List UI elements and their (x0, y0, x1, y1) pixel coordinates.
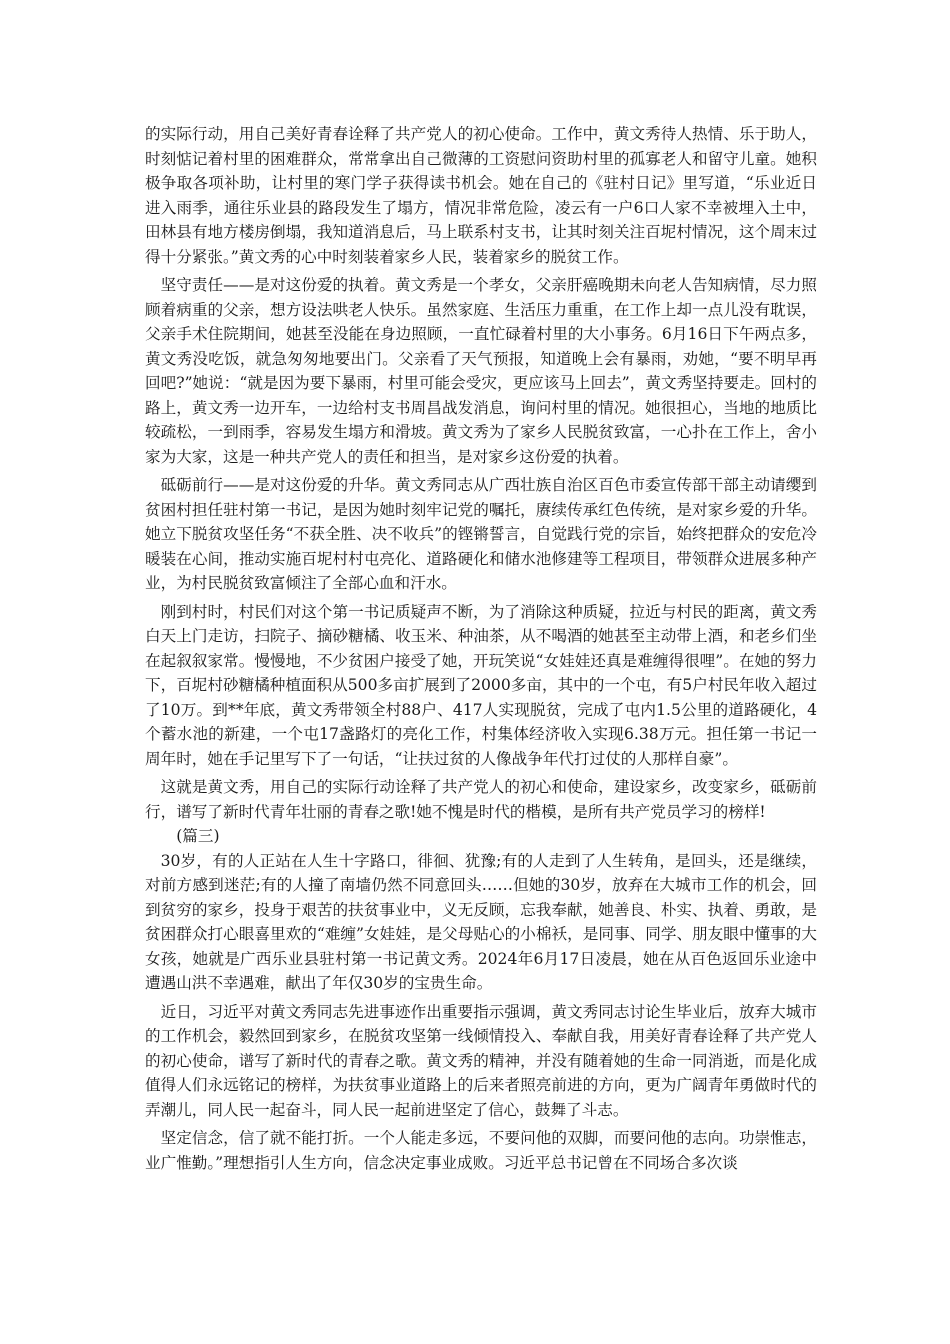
paragraph-continuation: 的实际行动，用自己美好青春诠释了共产党人的初心使命。工作中，黄文秀待人热情、乐于助人，时刻惦记着村里的困难群众，常常拿出自己微薄的工资慰问资助村里的孤寡老人和留守儿童。她积极争取各项补助，让村里的寒门学子获得读书机会。她在自己的《驻村日记》里写道，“乐业近日进入雨季，通往乐业县的路段发生了塌方，情况非常危险，凌云有一户6口人家不幸被埋入土中，田林县有地方楼房倒塌，我知道消息后，马上联系村支书，让其时刻关注百坭村情况，这个周末过得十分紧张。”黄文秀的心中时刻装着家乡人民，装着家乡的脱贫工作。 (145, 125, 817, 266)
paragraph-forge-ahead: 砥砺前行——是对这份爱的升华。黄文秀同志从广西壮族自治区百色市委宣传部干部主动请缨到贫困村担任驻村第一书记，是因为她时刻牢记党的嘱托，赓续传承红色传统，是对家乡爱的升华。她立下脱贫攻坚任务“不获全胜、决不收兵”的铿锵誓言，自觉践行党的宗旨，始终把群众的安危冷暖装在心间，推动实施百坭村村屯亮化、道路硬化和储水池修建等工程项目，带领群众进展多种产业，为村民脱贫致富倾注了全部心血和汗水。 (145, 476, 817, 592)
paragraph-instructions: 近日，习近平对黄文秀同志先进事迹作出重要指示强调，黄文秀同志讨论生毕业后，放弃大城市的工作机会，毅然回到家乡，在脱贫攻坚第一线倾情投入、奉献自我，用美好青春诠释了共产党人的初心使命，谱写了新时代的青春之歌。黄文秀的精神，并没有随着她的生命一同消逝，而是化成值得人们永远铭记的榜样，为扶贫事业道路上的后来者照亮前进的方向，更为广阔青年勇做时代的弄潮儿，同人民一起奋斗，同人民一起前进坚定了信心，鼓舞了斗志。 (145, 1002, 817, 1119)
paragraph-conclusion: 这就是黄文秀，用自己的实际行动诠释了共产党人的初心和使命，建设家乡，改变家乡，砥砺前行，谱写了新时代青年壮丽的青春之歌!她不愧是时代的楷模，是所有共产党员学习的榜样! (145, 778, 817, 821)
paragraph-arrival: 刚到村时，村民们对这个第一书记质疑声不断，为了消除这种质疑，拉近与村民的距离，黄文秀白天上门走访，扫院子、摘砂糖橘、收玉米、种油茶，从不喝酒的她甚至主动带上酒，和老乡们坐在起叙叙家常。慢慢地，不少贫困户接受了她，开玩笑说“女娃娃还真是难缠得很哩”。在她的努力下，百坭村砂糖橘种植面积从500多亩扩展到了2000多亩，其中的一个屯，有5户村民年收入超过了10万。到**年底，黄文秀带领全村88户、417人实现脱贫，完成了屯内1.5公里的道路硬化，4个蓄水池的新建，一个屯17盏路灯的亮化工作，村集体经济收入实现6.38万元。担任第一书记一周年时，她在手记里写下了一句话，“让扶过贫的人像战争年代打过仗的人那样自豪”。 (145, 602, 817, 768)
paragraph-age-thirty: 30岁，有的人正站在人生十字路口，徘徊、犹豫;有的人走到了人生转角，是回头，还是继续，对前方感到迷茫;有的人撞了南墙仍然不同意回头……但她的30岁，放弃在大城市工作的机会，回到贫穷的家乡，投身于艰苦的扶贫事业中，义无反顾，忘我奉献，她善良、朴实、执着、勇敢，是贫困群众打心眼喜里欢的“难缠”女娃娃，是父母贴心的小棉袄，是同事、同学、朋友眼中懂事的大女孩，她就是广西乐业县驻村第一书记黄文秀。2024年6月17日凌晨，她在从百色返回乐业途中遭遇山洪不幸遇难，献出了年仅30岁的宝贵生命。 (145, 851, 817, 992)
section-heading: (篇三) (176, 827, 220, 845)
paragraph-responsibility: 坚守责任——是对这份爱的执着。黄文秀是一个孝女，父亲肝癌晚期未向老人告知病情，尽力照顾着病重的父亲，想方设法哄老人快乐。虽然家庭、生活压力重重，在工作上却一点儿没有耽误，父亲手术住院期间，她甚至没能在身边照顾，一直忙碌着村里的大小事务。6月16日下午两点多，黄文秀没吃饭，就急匆匆地要出门。父亲看了天气预报，知道晚上会有暴雨，劝她，“要不明早再回吧?”她说：“就是因为要下暴雨，村里可能会受灾，更应该马上回去”，黄文秀坚持要走。回村的路上，黄文秀一边开车，一边给村支书周昌战发消息，询问村里的情况。她很担心，当地的地质比较疏松，一到雨季，容易发生塌方和滑坡。黄文秀为了家乡人民脱贫致富，一心扑在工作上，舍小家为大家，这是一种共产党人的责任和担当，是对家乡这份爱的执着。 (145, 276, 817, 466)
document-page (145, 122, 817, 1175)
paragraph-belief: 坚定信念，信了就不能打折。一个人能走多远，不要问他的双脚，而要问他的志向。功崇惟志，业广惟勤。”理想指引人生方向，信念决定事业成败。习近平总书记曾在不同场合多次谈 (145, 1129, 817, 1172)
